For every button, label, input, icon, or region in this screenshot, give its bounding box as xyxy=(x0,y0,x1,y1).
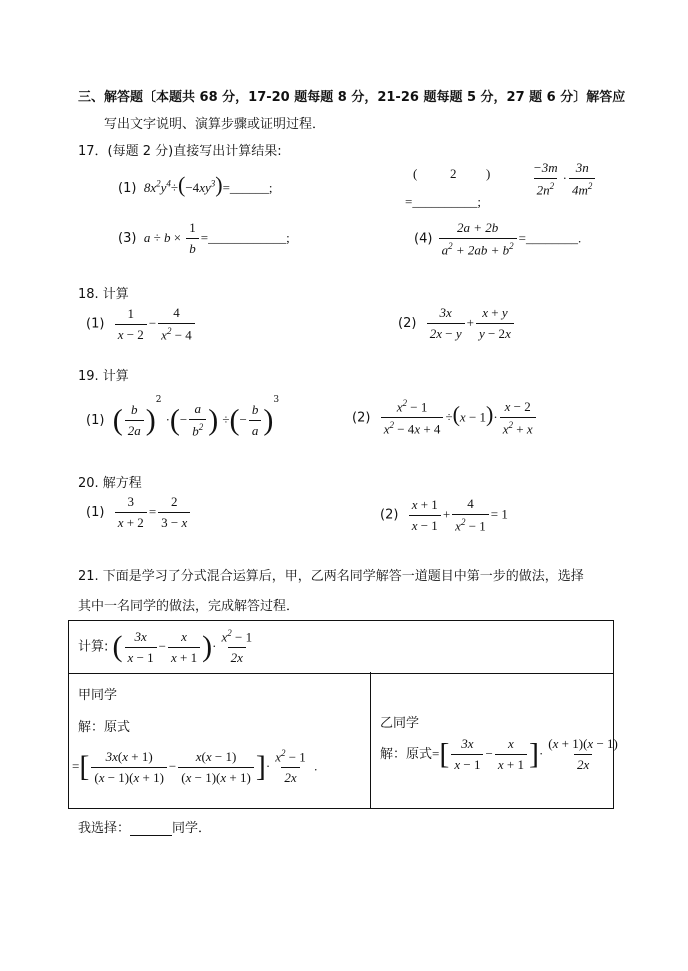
section-instruction: 写出文字说明、演算步骤或证明过程． xyxy=(104,117,326,132)
q19-part1: (1) ( $\frac{b}{2a}$ )$^2$ ·(− $\frac{a}{b^2}$ ) ÷(− $\frac{b}{a}$ )$^3$ xyxy=(86,395,280,439)
q17-p2-paren-left: ( xyxy=(413,166,418,181)
q17-p2-paren-right: ) xyxy=(486,166,491,181)
q20-part1: (1) $\frac{3}{x + 2}$ = $\frac{2}{3 - x}$ xyxy=(86,494,192,531)
q17-part3: (3) a ÷ b × $\frac{1}{b}$ =____________; xyxy=(118,220,290,256)
q18-p2-label: (2) xyxy=(398,316,417,331)
q17-part4: (4) $\frac{2a + 2b}{a^2 + 2ab + b^2}$ =________. xyxy=(414,220,582,258)
q20-p2-label: (2) xyxy=(380,507,399,523)
q17-p1-answer-blank: =______; xyxy=(222,180,273,195)
q18-title: 18. 计算 xyxy=(78,287,129,302)
q21-statement-line2: 其中一名同学的做法，完成解答过程． xyxy=(78,599,300,614)
q17-p2-answer-blank: =__________; xyxy=(405,194,481,209)
q21-solution-a-expr: =[ $\frac{3x(x + 1)}{(x - 1)(x + 1)}$ − $\frac{x(x - 1)}{(x - 1)(x + 1)}$ ]· $\frac{x^2 - 1}{2x}$ . xyxy=(72,748,318,786)
q21-solution-b-label: 解：原式 xyxy=(380,747,433,762)
q19-p2-label: (2) xyxy=(352,410,371,426)
q21-choice-blank[interactable] xyxy=(130,821,172,836)
q20-p1-label: (1) xyxy=(86,505,105,520)
q21-student-b: 乙同学 xyxy=(380,716,420,731)
q21-solution-b: 解：原式=[ $\frac{3x}{x - 1}$ − $\frac{x}{x + 1}$ ]· $\frac{(x + 1)(x - 1)}{2x}$ xyxy=(380,736,618,772)
q21-choose-label: 我选择： xyxy=(78,821,131,836)
q21-solution-a-label: 解：原式 xyxy=(78,720,131,735)
q20-part2: (2) $\frac{x + 1}{x - 1}$ + $\frac{4}{x^2 - 1}$ = 1 xyxy=(380,496,508,534)
q17-p4-label: (4) xyxy=(414,231,433,247)
section-title: 三、解答题〔本题共 68 分，17-20 题每题 8 分，21-26 题每题 5 分，27 题 6 分〕解答应 xyxy=(78,90,626,105)
q19-p1-label: (1) xyxy=(86,413,105,428)
q21-choice-line xyxy=(78,817,211,836)
q20-title: 20. 解方程 xyxy=(78,476,142,491)
q17-p3-label: (3) xyxy=(118,231,137,246)
q21-statement-line1: 21. 下面是学习了分式混合运算后，甲，乙两名同学解答一道题目中第一步的做法，选择 xyxy=(78,569,584,584)
q18-part2: (2) $\frac{3x}{2x - y}$ + $\frac{x + y}{y - 2x}$ xyxy=(398,305,516,342)
q21-table-divider xyxy=(370,672,371,808)
q17-p4-answer-blank: =________. xyxy=(518,230,582,246)
q21-calc-cell: 计算: ( $\frac{3x}{x - 1}$ − $\frac{x}{x + 1}$ )· $\frac{x^2 - 1}{2x}$ xyxy=(78,628,253,666)
q17-title: 17．(每题 2 分)直接写出计算结果: xyxy=(78,144,282,159)
q21-student-a: 甲同学 xyxy=(78,688,118,703)
q17-part1 xyxy=(118,172,273,198)
q17-p2-expr: $\frac{-3m}{2n^2}$ · $\frac{3n}{4m^2}$ xyxy=(528,160,597,198)
q19-part2: (2) $\frac{x^2 - 1}{x^2 - 4x + 4}$ ÷(x − 1)· $\frac{x - 2}{x^2 + x}$ xyxy=(352,398,538,438)
q17-p1-expr: $8x^2y^4\div(-4xy^3)$ xyxy=(140,172,223,197)
q17-p3-answer-blank: =____________; xyxy=(200,230,290,245)
q18-p1-label: (1) xyxy=(86,316,105,332)
q19-title: 19. 计算 xyxy=(78,369,129,384)
q17-p2-number: 2 xyxy=(450,166,457,181)
q21-calc-label: 计算: xyxy=(78,639,109,655)
q21-choose-tail: 同学． xyxy=(172,821,212,836)
q17-p1-label: (1) xyxy=(118,181,137,196)
q18-part1: (1) $\frac{1}{x - 2}$ − $\frac{4}{x^2 - 4}$ xyxy=(86,305,197,343)
